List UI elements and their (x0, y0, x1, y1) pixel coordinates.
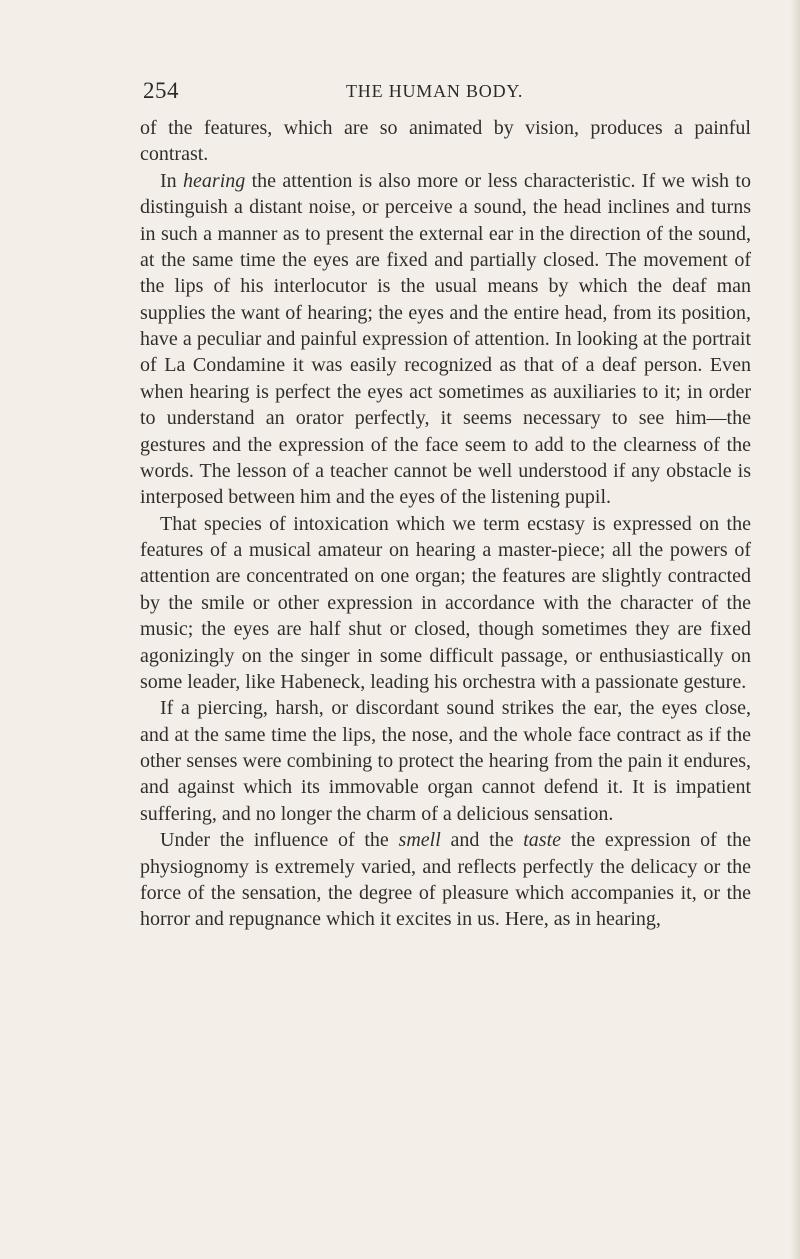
paragraph-5 (140, 827, 751, 933)
page-header (143, 78, 743, 108)
paragraph-1 (140, 115, 751, 168)
paragraph-1-text: of the features, which are so animated by vision, produces a painful contrast. (140, 117, 751, 166)
paragraph-2 (140, 168, 751, 511)
paragraph-5-rest: the expression of the physiognomy is extremely varied, and reflects perfectly the delicacy or the force of the sensation, the degree of pleasure which accompanies it, or the horror and repugnance which it excites in us. Here, as in hearing, (140, 829, 751, 931)
paragraph-5-middle: and the (440, 829, 524, 852)
paragraph-2-rest: the attention is also more or less characteristic. If we wish to distinguish a distant noise, or perceive a sound, the head inclines and turns in such a manner as to present the external ear in the direction of the sound, at the same time the eyes are fixed and partially closed. The movement of the lips of his interlocutor is the usual means by which the deaf man supplies the want of hearing; the eyes and the entire head, from its position, have a peculiar and painful expression of attention. In looking at the portrait of La Condamine it was easily recognized as that of a deaf person. Even when hearing is perfect the eyes act sometimes as auxiliaries to it; in order to understand an orator perfectly, it seems necessary to see him—the gestures and the expression of the face seem to add to the clearness of the words. The lesson of a teacher cannot be well understood if any obstacle is interposed between him and the eyes of the listening pupil. (140, 169, 751, 509)
running-head: THE HUMAN BODY. (346, 81, 524, 101)
paragraph-2-intro: In (160, 169, 184, 192)
paragraph-3 (140, 511, 751, 696)
body-text (140, 115, 751, 933)
page-edge (790, 0, 800, 1259)
paragraph-2-emphasis: hearing (183, 169, 246, 192)
page-number: 254 (143, 78, 179, 103)
paragraph-5-emphasis-taste: taste (523, 829, 562, 852)
paragraph-4-text: If a piercing, harsh, or discordant sound strikes the ear, the eyes close, and at the same time the lips, the nose, and the whole face contract as if the other senses were combining to protect the hearing from the pain it endures, and against which its immovable organ cannot defend it. It is impatient suffering, and no longer the charm of a delicious sensation. (140, 697, 751, 825)
paragraph-5-emphasis-smell: smell (398, 829, 441, 852)
paragraph-3-text: That species of intoxication which we term ecstasy is expressed on the features of a musical amateur on hearing a master-piece; all the powers of attention are concentrated on one organ; the features are slightly contracted by the smile or other expression in accordance with the character of the music; the eyes are half shut or closed, though sometimes they are fixed agonizingly on the singer in some difficult passage, or enthusiastically on some leader, like Habeneck, leading his orchestra with a passionate gesture. (140, 512, 751, 693)
paragraph-4 (140, 695, 751, 827)
paragraph-5-intro: Under the influence of the (160, 829, 399, 852)
